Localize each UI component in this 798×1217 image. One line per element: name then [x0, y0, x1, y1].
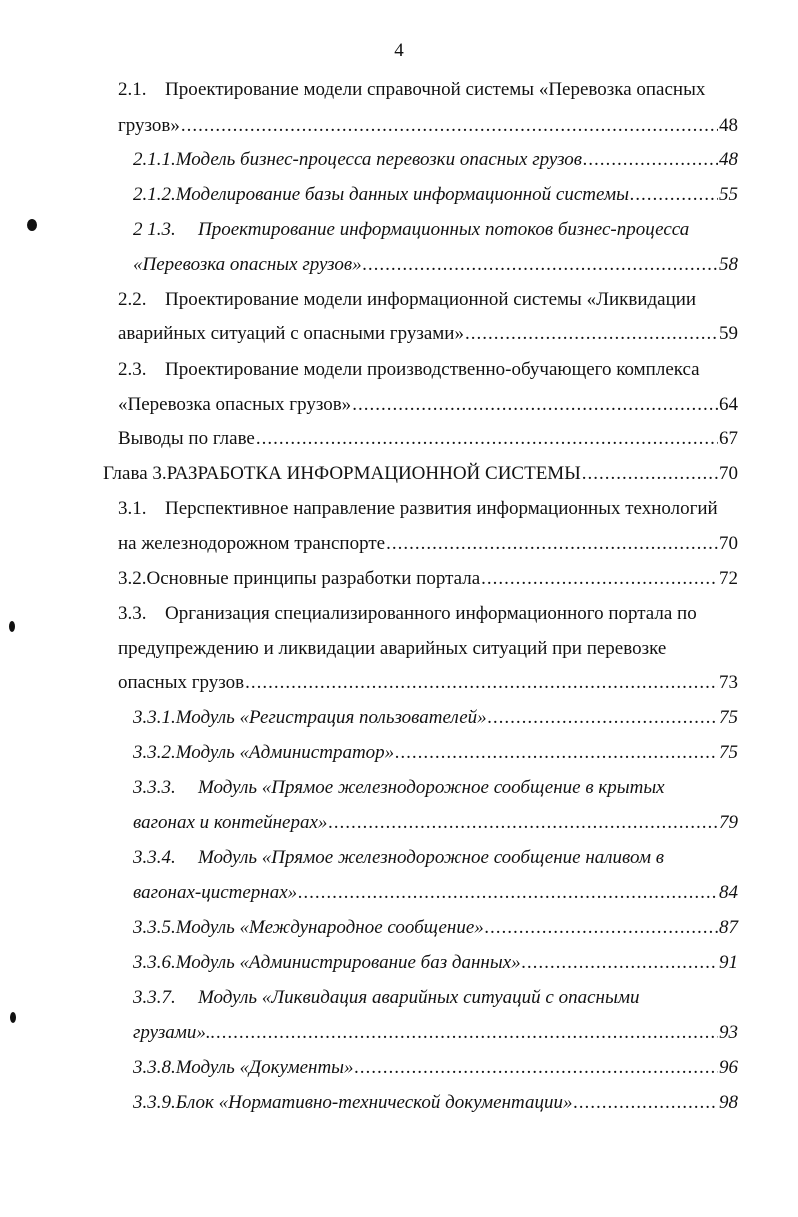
page-number: 4	[394, 40, 404, 61]
toc-entry-3-3-2[interactable]: 3.3.2. Модуль «Администратор» ..... 75	[133, 741, 738, 765]
toc-entry-3-3-7-cont[interactable]: грузами».. ..... 93	[133, 1021, 738, 1045]
toc-entry-3-3-title: 3.3. Организация специализированного информационного портала по	[118, 603, 697, 624]
page-ref: 67	[719, 428, 738, 449]
page-ref: 48	[719, 115, 738, 136]
toc-entry-2-2-title: 2.2. Проектирование модели информационной системы «Ликвидации	[118, 289, 697, 310]
page-ref: 79	[719, 812, 738, 833]
toc-entry-3-3-6[interactable]: 3.3.6. Модуль «Администрирование баз данных» ..... 91	[133, 951, 738, 975]
page-ref: 64	[719, 394, 738, 415]
page-ref: 87	[719, 917, 738, 938]
page-ref: 73	[719, 672, 738, 693]
toc-entry-3-3-9[interactable]: 3.3.9. Блок «Нормативно-технической документации» ..... 98	[133, 1091, 738, 1115]
page-ref: 70	[719, 533, 738, 554]
binder-hole-mark	[10, 1012, 16, 1023]
toc-entry-2-1-3-cont[interactable]: «Перевозка опасных грузов» ..... 58	[133, 253, 738, 277]
toc-entry-2-1-3-title: 2 1.3. Проектирование информационных потоков бизнес-процесса	[133, 219, 690, 240]
toc-entry-3-3-4-title: 3.3.4. Модуль «Прямое железнодорожное сообщение наливом в	[133, 847, 664, 868]
binder-hole-mark	[27, 219, 37, 231]
toc-chapter-3[interactable]: Глава 3. РАЗРАБОТКА ИНФОРМАЦИОННОЙ СИСТЕМЫ ..... 70	[103, 462, 738, 486]
binder-hole-mark	[9, 621, 15, 632]
toc-entry-2-3-title: 2.3. Проектирование модели производственно-обучающего комплекса	[118, 359, 700, 380]
page-ref: 75	[719, 742, 738, 763]
page-ref: 55	[719, 184, 738, 205]
toc-entry-3-1-cont[interactable]: на железнодорожном транспорте ..... 70	[118, 532, 738, 556]
toc-entry-3-2[interactable]: 3.2. Основные принципы разработки портала ..... 72	[118, 567, 738, 591]
toc-entry-3-3-3-cont[interactable]: вагонах и контейнерах» ..... 79	[133, 811, 738, 835]
toc-entry-3-3-3-title: 3.3.3. Модуль «Прямое железнодорожное сообщение в крытых	[133, 777, 665, 798]
toc-entry-2-1-1[interactable]: 2.1.1. Модель бизнес-процесса перевозки опасных грузов ..... 48	[133, 148, 738, 172]
page-ref: 93	[719, 1022, 738, 1043]
toc-entry-3-3-4-cont[interactable]: вагонах-цистернах» ..... 84	[133, 881, 738, 905]
page-ref: 70	[719, 463, 738, 484]
page-ref: 98	[719, 1092, 738, 1113]
page-ref: 75	[719, 707, 738, 728]
toc-entry-3-3-7-title: 3.3.7. Модуль «Ликвидация аварийных ситуаций с опасными	[133, 987, 640, 1008]
toc-entry-2-3-cont[interactable]: «Перевозка опасных грузов» ..... 64	[118, 393, 738, 417]
page-ref: 91	[719, 952, 738, 973]
page-ref: 96	[719, 1057, 738, 1078]
toc-entry-3-3-8[interactable]: 3.3.8. Модуль «Документы» ..... 96	[133, 1056, 738, 1080]
page-ref: 48	[719, 149, 738, 170]
toc-entry-2-1-2[interactable]: 2.1.2. Моделирование базы данных информационной системы ..... 55	[133, 183, 738, 207]
toc-entry-conclusions[interactable]: Выводы по главе ..... 67	[118, 427, 738, 451]
toc-entry-3-3-5[interactable]: 3.3.5. Модуль «Международное сообщение» ..... 87	[133, 916, 738, 940]
toc-entry-3-3-cont[interactable]: опасных грузов ..... 73	[118, 671, 738, 695]
toc-entry-3-3-line2: предупреждению и ликвидации аварийных ситуаций при перевозке	[118, 638, 667, 659]
toc-entry-2-1-title: 2.1. Проектирование модели справочной системы «Перевозка опасных	[118, 79, 706, 100]
toc-entry-3-3-1[interactable]: 3.3.1. Модуль «Регистрация пользователей» ..... 75	[133, 706, 738, 730]
toc-entry-2-1-cont[interactable]: грузов» ..... 48	[118, 114, 738, 138]
toc-entry-3-1-title: 3.1. Перспективное направление развития информационных технологий	[118, 498, 718, 519]
page-ref: 72	[719, 568, 738, 589]
toc-entry-2-2-cont[interactable]: аварийных ситуаций с опасными грузами» ..... 59	[118, 322, 738, 346]
page-ref: 59	[719, 323, 738, 344]
page-ref: 58	[719, 254, 738, 275]
page-ref: 84	[719, 882, 738, 903]
